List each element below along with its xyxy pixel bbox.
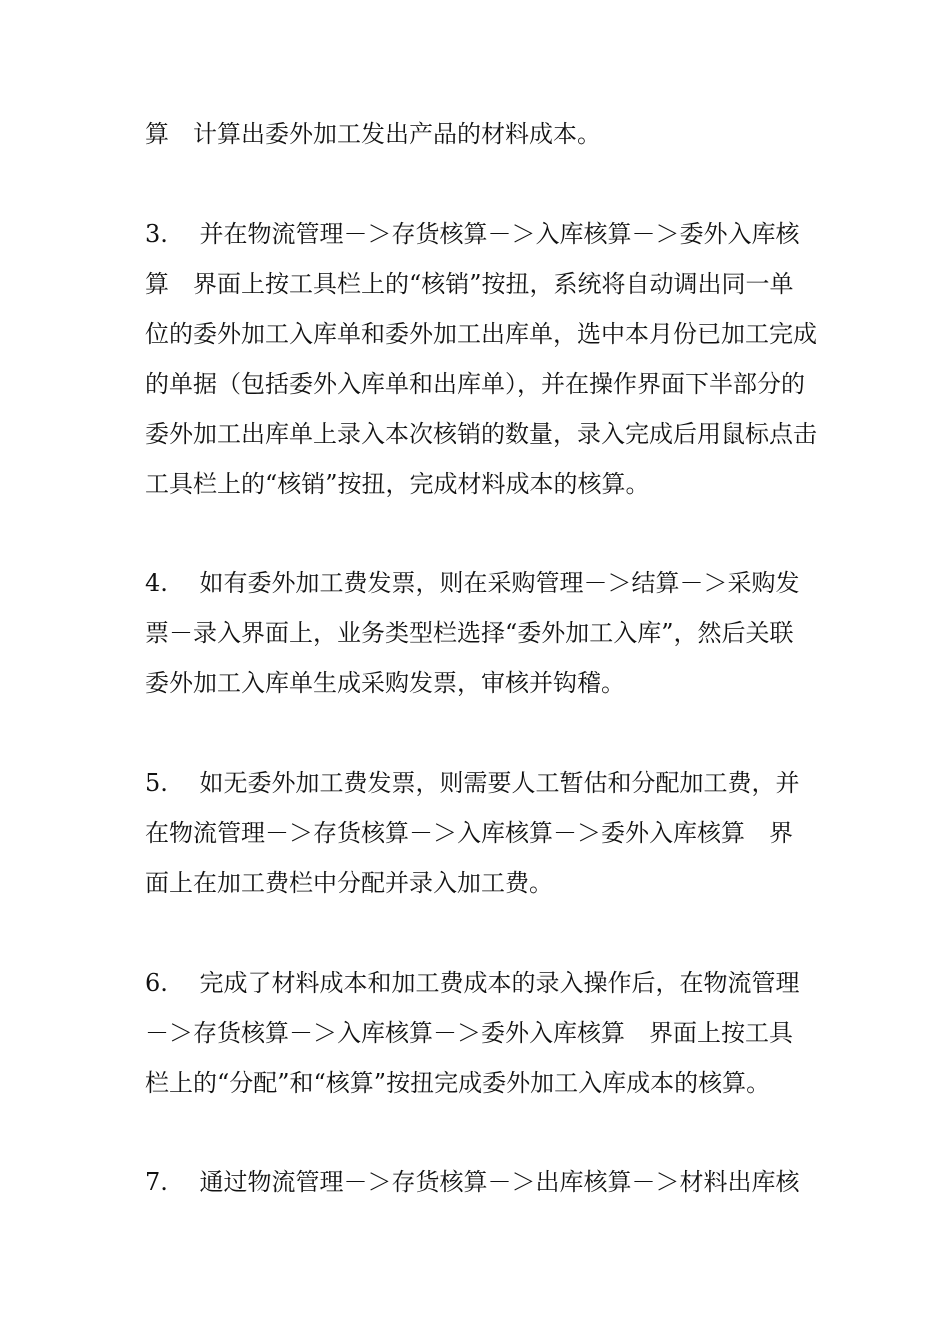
text-line: 工具栏上的“核销”按扭，完成材料成本的核算。 [145,470,650,498]
text-line: 在物流管理－＞存货核算－＞入库核算－＞委外入库核算 界 [145,819,793,847]
text-line: 位的委外加工入库单和委外加工出库单，选中本月份已加工完成 [145,320,817,348]
text-line: 3. 并在物流管理－＞存货核算－＞入库核算－＞委外入库核 [145,220,800,248]
text-line: 4. 如有委外加工费发票，则在采购管理－＞结算－＞采购发 [145,569,800,597]
text-line: 6. 完成了材料成本和加工费成本的录入操作后，在物流管理 [145,969,800,997]
text-line: 面上在加工费栏中分配并录入加工费。 [145,869,553,897]
text-line: 算 计算出委外加工发出产品的材料成本。 [145,120,601,148]
text-line: 7. 通过物流管理－＞存货核算－＞出库核算－＞材料出库核 [145,1168,800,1196]
text-line: 栏上的“分配”和“核算”按扭完成委外加工入库成本的核算。 [145,1069,771,1097]
text-line: 委外加工出库单上录入本次核销的数量，录入完成后用鼠标点击 [145,420,817,448]
text-line: 算 界面上按工具栏上的“核销”按扭，系统将自动调出同一单 [145,270,794,298]
text-line: 委外加工入库单生成采购发票，审核并钩稽。 [145,669,625,697]
text-line: 票－录入界面上，业务类型栏选择“委外加工入库”，然后关联 [145,619,794,647]
text-line: －＞存货核算－＞入库核算－＞委外入库核算 界面上按工具 [145,1019,793,1047]
text-line: 5. 如无委外加工费发票，则需要人工暂估和分配加工费，并 [145,769,800,797]
text-line: 的单据（包括委外入库单和出库单），并在操作界面下半部分的 [145,370,805,398]
